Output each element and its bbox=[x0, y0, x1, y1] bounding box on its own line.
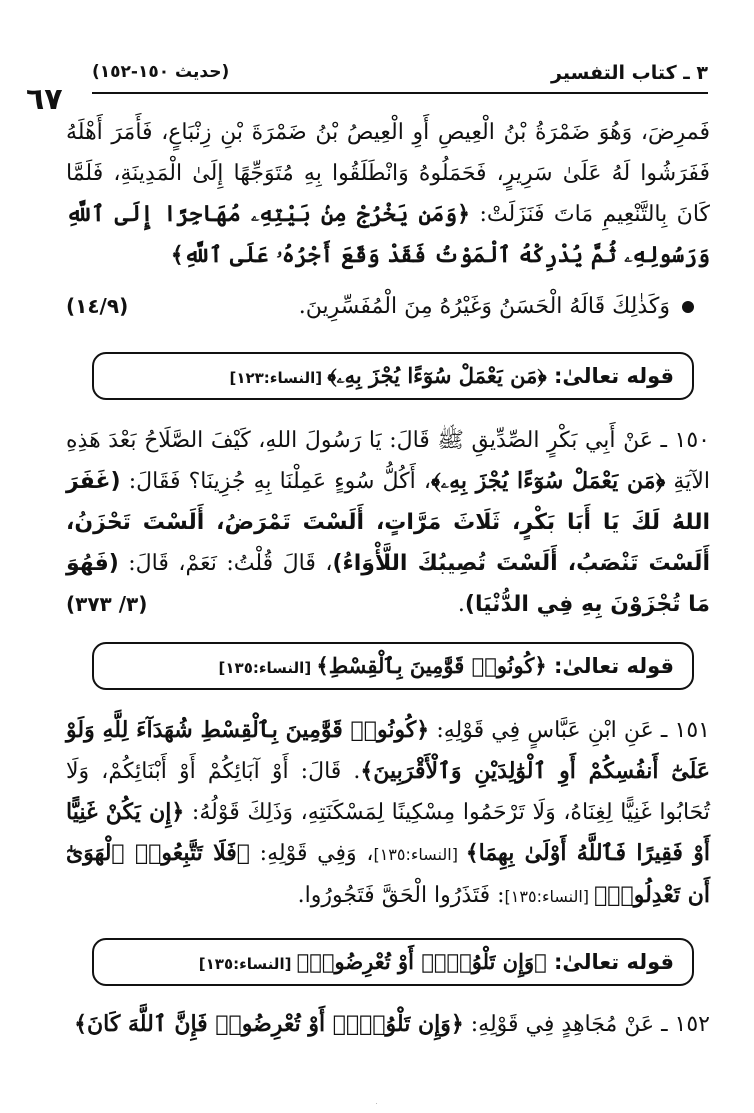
hadith-text: : فَتَذَرُوا الْحَقَّ فَتَجُورُوا. bbox=[297, 883, 505, 908]
hadith-text: . bbox=[457, 592, 465, 617]
section-heading-box-1 bbox=[92, 352, 694, 400]
hadith-text: عَنْ أَبِي بَكْرٍ الصِّدِّيقِ ﷺ قَالَ: يَا رَسُولَ اللهِ، كَيْفَ الصَّلَاحُ بَعْدَ هَذِهِ الآيَةِ bbox=[66, 428, 710, 494]
heading-verse: ﴿وَإِن تَلْوُۥٓا۟ أَوْ تُعْرِضُوا۟﴾ bbox=[296, 949, 547, 974]
heading-label: قوله تعالىٰ: bbox=[546, 654, 674, 678]
quran-verse: ﴿كُونُوا۟ قَوَّٰمِينَ بِٱلْقِسْطِ شُهَدَآءَ لِلَّهِ وَلَوْ عَلَىٰٓ أَنفُسِكُمْ أَوِ ٱلْوَٰلِدَيْنِ وَٱلْأَقْرَبِينَ﴾ bbox=[66, 717, 710, 784]
hadith-text: ، وَفِي قَوْلِهِ: bbox=[249, 841, 374, 866]
chapter-title: ٣ ـ كتاب التفسير bbox=[551, 62, 708, 84]
hadith-text: عَنِ ابْنِ عَبَّاسٍ فِي قَوْلِهِ: bbox=[429, 718, 661, 743]
bullet-icon bbox=[682, 301, 694, 313]
bullet-reference: (١٤/٩) bbox=[66, 294, 129, 318]
heading-source: [النساء:١٢٣] bbox=[229, 369, 328, 387]
heading-label: قوله تعالىٰ: bbox=[546, 950, 674, 974]
heading-verse: ﴿كُونُوا۟ قَوَّٰمِينَ بِٱلْقِسْطِ﴾ bbox=[316, 653, 547, 678]
intro-paragraph bbox=[66, 112, 710, 276]
hadith-text: عَنْ مُجَاهِدٍ فِي قَوْلِهِ: bbox=[463, 1012, 662, 1037]
quran-verse: ﴿وَمَن يَخْرُجْ مِنۢ بَيْتِهِۦ مُهَاجِرًا إِلَى ٱللَّهِ وَرَسُولِهِۦ ثُمَّ يُدْرِكْهُ ٱلْمَوْتُ فَقَدْ وَقَعَ أَجْرُهُۥ عَلَى ٱللَّهِ﴾ bbox=[66, 201, 710, 268]
heading-source: [النساء:١٣٥] bbox=[218, 659, 317, 677]
hadith-number: ١٥٢ ـ bbox=[661, 1012, 710, 1037]
bullet-line bbox=[66, 286, 694, 327]
hadith-152 bbox=[66, 1004, 710, 1045]
section-heading-box-2 bbox=[92, 642, 694, 690]
hadith-range: (حديث ١٥٠-١٥٢) bbox=[92, 62, 230, 82]
page-number: ٦٧ bbox=[26, 82, 63, 117]
scan-mark bbox=[376, 1103, 377, 1104]
quran-verse: ﴿فَلَا تَتَّبِعُوا۟ ٱلْهَوَىٰٓ أَن تَعْدِلُوا۟﴾ bbox=[66, 840, 710, 908]
heading-verse: ﴿مَن يَعْمَلْ سُوٓءًا يُجْزَ بِهِۦ﴾ bbox=[327, 363, 547, 388]
hadith-151 bbox=[66, 710, 710, 917]
quran-verse: ﴿إِن يَكُنْ غَنِيًّا أَوْ فَقِيرًا فَٱللَّهُ أَوْلَىٰ بِهِمَا﴾ bbox=[66, 799, 710, 866]
hadith-reference: (٣/ ٣٧٣) bbox=[66, 592, 148, 616]
hadith-text: . قَالَ: أَوْ آبَائِكُمْ أَوْ أَبْنَائِكُمْ، وَلَا تُحَابُوا غَنِيًّا لِغِنَاهُ، وَلَا تَرْحَمُوا مِسْكِينًا لِمَسْكَنَتِهِ، وَذَلِكَ قَوْلُهُ: bbox=[66, 759, 711, 825]
verse-source: [النساء:١٣٥] bbox=[373, 845, 466, 864]
hadith-number: ١٥١ ـ bbox=[660, 718, 710, 743]
hadith-number: ١٥٠ ـ bbox=[660, 428, 710, 453]
quran-verse: ﴿وَإِن تَلْوُۥٓا۟ أَوْ تُعْرِضُوا۟ فَإِنَّ ٱللَّهَ كَانَ﴾ bbox=[74, 1011, 464, 1037]
heading-label: قوله تعالىٰ: bbox=[546, 364, 674, 388]
bullet-text: وَكَذٰلِكَ قَالَهُ الْحَسَنُ وَغَيْرُهُ مِنَ الْمُفَسِّرِينَ. bbox=[298, 294, 670, 319]
running-header bbox=[92, 62, 708, 94]
verse-source: [النساء:١٣٥] bbox=[504, 887, 595, 906]
intro-text: فَمرِضَ، وَهُوَ ضَمْرَةُ بْنُ الْعِيصِ أَوِ الْعِيصُ بْنُ ضَمْرَةَ بْنِ زِنْبَاعٍ، فَأَمَرَ أَهْلَهُ فَفَرَشُوا لَهُ عَلَىٰ سَرِيرٍ، فَحَمَلُوهُ وَانْطَلَقُوا بِهِ مُتَوَجِّهًا إِلَىٰ الْمَدِينَةِ، فَلَمَّا كَانَ بِالتَّنْعِيمِ مَاتَ فَنَزَلَتْ: bbox=[66, 120, 710, 227]
section-heading-box-3 bbox=[92, 938, 694, 986]
heading-source: [النساء:١٣٥] bbox=[198, 955, 297, 973]
hadith-150 bbox=[66, 420, 710, 625]
quran-verse: ﴿مَن يَعْمَلْ سُوٓءًا يُجْزَ بِهِۦ﴾ bbox=[430, 468, 666, 494]
hadith-text: ، قَالَ قُلْتُ: نَعَمْ، قَالَ: bbox=[118, 551, 333, 576]
prophet-saying: (فَهُوَ مَا تُجْزَوْنَ بِهِ فِي الدُّنْيَا) bbox=[66, 551, 710, 617]
prophet-saying: (غَفَرَ اللهُ لَكَ يَا أَبَا بَكْرٍ، ثَلَاثَ مَرَّاتٍ، أَلَسْتَ تَمْرَضُ، أَلَسْتَ تَحْزَنُ، أَلَسْتَ تَنْصَبُ، أَلَسْتَ تُصِيبُكَ اللَّأْوَاءُ) bbox=[66, 469, 710, 576]
hadith-text: ، أَكُلُّ سُوءٍ عَمِلْنَا بِهِ جُزِينَا؟ فَقَالَ: bbox=[120, 469, 431, 494]
